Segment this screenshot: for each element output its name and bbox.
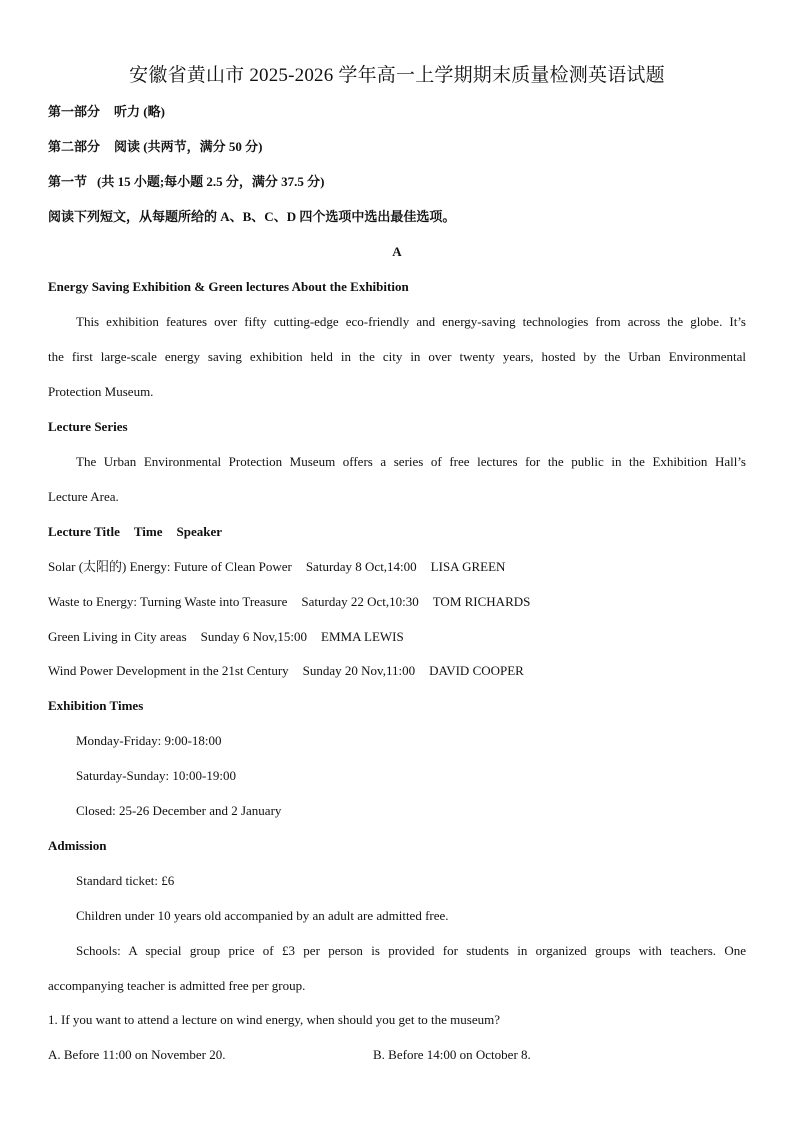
lecture-speaker: LISA GREEN	[430, 559, 506, 574]
lecture-time: Sunday 20 Nov,11:00	[302, 663, 416, 678]
lecture-title: Waste to Energy: Turning Waste into Treasure	[48, 594, 288, 609]
question-1-options	[48, 1047, 746, 1063]
section1-line	[48, 174, 325, 190]
exhibition-time-weekday: Monday-Friday: 9:00-18:00	[76, 733, 222, 748]
admission-schools-line-1: Schools: A special group price of £3 per person is provided for students in organized groups with teachers. One	[76, 943, 746, 958]
lecture-row	[48, 594, 530, 610]
lecture-series-line-2: Lecture Area.	[48, 489, 119, 504]
passage-heading: Energy Saving Exhibition & Green lectures About the Exhibition	[48, 279, 409, 294]
lecture-title: Wind Power Development in the 21st Century	[48, 663, 289, 678]
section1-text: (共 15 小题;每小题 2.5 分，满分 37.5 分)	[97, 174, 325, 189]
lecture-time: Saturday 8 Oct,14:00	[305, 559, 417, 574]
instruction: 阅读下列短文，从每题所给的 A、B、C、D 四个选项中选出最佳选项。	[48, 209, 456, 224]
part1-line	[48, 104, 165, 120]
part1-label: 第一部分	[48, 104, 101, 119]
lecture-row	[48, 629, 404, 645]
section1-label: 第一节	[48, 174, 88, 189]
lecture-row	[48, 663, 524, 679]
lecture-title: Solar (太阳的) Energy: Future of Clean Power	[48, 559, 292, 574]
intro-line-2: the first large-scale energy saving exhibition held in the city in over twenty years, hosted by the Urban Environmental	[48, 349, 746, 364]
header-time: Time	[133, 524, 163, 539]
admission-children: Children under 10 years old accompanied by an adult are admitted free.	[76, 908, 449, 923]
lecture-time: Sunday 6 Nov,15:00	[200, 629, 308, 644]
lecture-row	[48, 559, 505, 575]
lecture-speaker: TOM RICHARDS	[432, 594, 531, 609]
header-speaker: Speaker	[176, 524, 223, 539]
intro-line-1: This exhibition features over fifty cutting-edge eco-friendly and energy-saving technologies from across the globe. It’s	[76, 314, 746, 329]
passage-letter: A	[392, 244, 402, 259]
part2-text: 阅读 (共两节，满分 50 分)	[114, 139, 263, 154]
exhibition-times-heading: Exhibition Times	[48, 698, 144, 713]
part1-text: 听力 (略)	[114, 104, 165, 119]
lecture-series-heading: Lecture Series	[48, 419, 128, 434]
lecture-table-header	[48, 524, 222, 540]
question-1-stem: 1. If you want to attend a lecture on wind energy, when should you get to the museum?	[48, 1012, 501, 1027]
lecture-speaker: DAVID COOPER	[429, 663, 524, 678]
lecture-series-line-1: The Urban Environmental Protection Museum offers a series of free lectures for the public in the Exhibition Hall’s	[76, 454, 746, 469]
option-a[interactable]: A. Before 11:00 on November 20.	[48, 1047, 226, 1062]
admission-schools-line-2: accompanying teacher is admitted free per group.	[48, 978, 306, 993]
document-title: 安徽省黄山市 2025-2026 学年高一上学期期末质量检测英语试题	[129, 65, 665, 86]
part2-label: 第二部分	[48, 139, 101, 154]
exhibition-closed-dates: Closed: 25-26 December and 2 January	[76, 803, 282, 818]
lecture-time: Saturday 22 Oct,10:30	[301, 594, 419, 609]
lecture-title: Green Living in City areas	[48, 629, 187, 644]
part2-line	[48, 139, 262, 155]
intro-line-3: Protection Museum.	[48, 384, 154, 399]
admission-heading: Admission	[48, 838, 107, 853]
lecture-speaker: EMMA LEWIS	[321, 629, 404, 644]
option-b[interactable]: B. Before 14:00 on October 8.	[373, 1047, 531, 1062]
header-title: Lecture Title	[48, 524, 120, 539]
exhibition-time-weekend: Saturday-Sunday: 10:00-19:00	[76, 768, 236, 783]
admission-standard: Standard ticket: £6	[76, 873, 175, 888]
